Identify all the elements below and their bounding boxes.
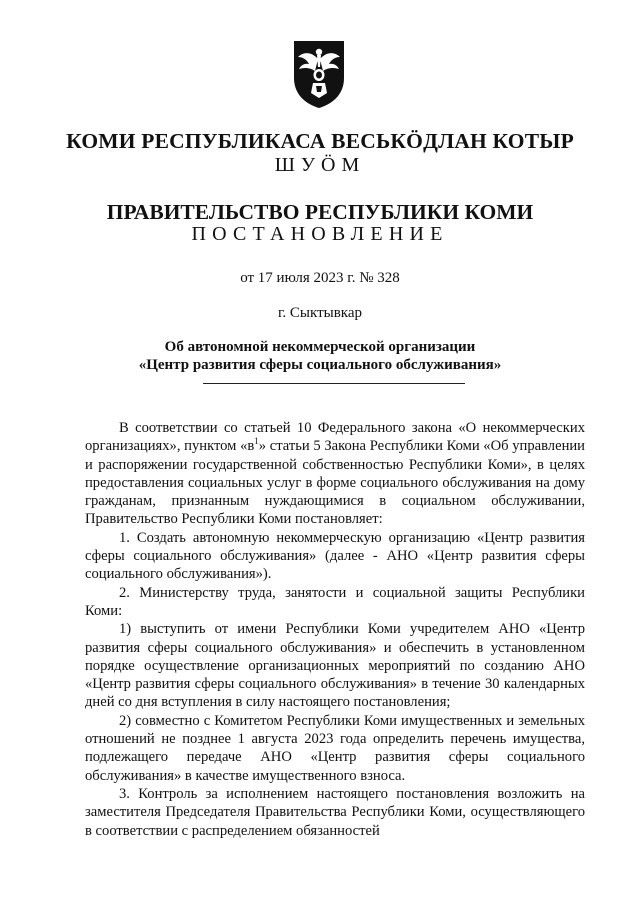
paragraph-item-3: 3. Контроль за исполнением настоящего постановления возложить на заместителя Председателя Правительства Республики Коми, осуществляющего в соответствии с распределением обязанностей (85, 785, 585, 839)
header-komi-doc-type: ШУӦМ (274, 154, 366, 176)
title-divider (203, 383, 465, 384)
paragraph-item-2: 2. Министерству труда, занятости и социальной защиты Республики Коми: (85, 584, 585, 619)
document-date-number: от 17 июля 2023 г. № 328 (240, 270, 400, 286)
coat-of-arms-icon (291, 38, 347, 110)
preamble-text-part-2: » статьи 5 Закона Республики Коми «Об управлении и распоряжении государственной собственностью Республики Коми», в целях предоставления социальных услуг в форме социального обслуживания на дому гражданам, признанным нуждающимися в социальном обслуживании, Правительство Республики Коми постановляет: (85, 438, 585, 528)
paragraph-preamble (85, 419, 585, 529)
header-komi-authority: КОМИ РЕСПУБЛИКАСА ВЕСЬКӦДЛАН КОТЫР (66, 129, 574, 153)
document-title-line-2: «Центр развития сферы социального обслуживания» (138, 357, 502, 373)
header-doc-type: ПОСТАНОВЛЕНИЕ (191, 223, 449, 245)
header-government: ПРАВИТЕЛЬСТВО РЕСПУБЛИКИ КОМИ (106, 200, 534, 224)
paragraph-item-1: 1. Создать автономную некоммерческую организацию «Центр развития сферы социального обслуживания» (далее - АНО «Центр развития сферы социального обслуживания»). (85, 529, 585, 583)
preamble-text-part-1: В соответствии со статьей 10 Федерального закона «О некоммерческих организациях», пунктом «в (85, 420, 585, 455)
document-city: г. Сыктывкар (277, 305, 363, 321)
paragraph-item-2-1: 1) выступить от имени Республики Коми учредителем АНО «Центр развития сферы социального обслуживания» и обеспечить в установленном порядке осуществление организационных мероприятий по созданию АНО «Центр развития сферы социального обслуживания» в течение 30 календарных дней со дня вступления в силу настоящего постановления; (85, 621, 585, 711)
document-title-line-1: Об автономной некоммерческой организации (164, 339, 476, 355)
document-title (0, 338, 640, 374)
document-body (85, 419, 585, 840)
superscript-index: 1 (254, 436, 259, 447)
paragraph-item-2-2: 2) совместно с Комитетом Республики Коми имущественных и земельных отношений не позднее 1 августа 2023 года определить перечень имущества, подлежащего передаче АНО «Центр развития сферы социального обслуживания» в качестве имущественного взноса. (85, 712, 585, 784)
